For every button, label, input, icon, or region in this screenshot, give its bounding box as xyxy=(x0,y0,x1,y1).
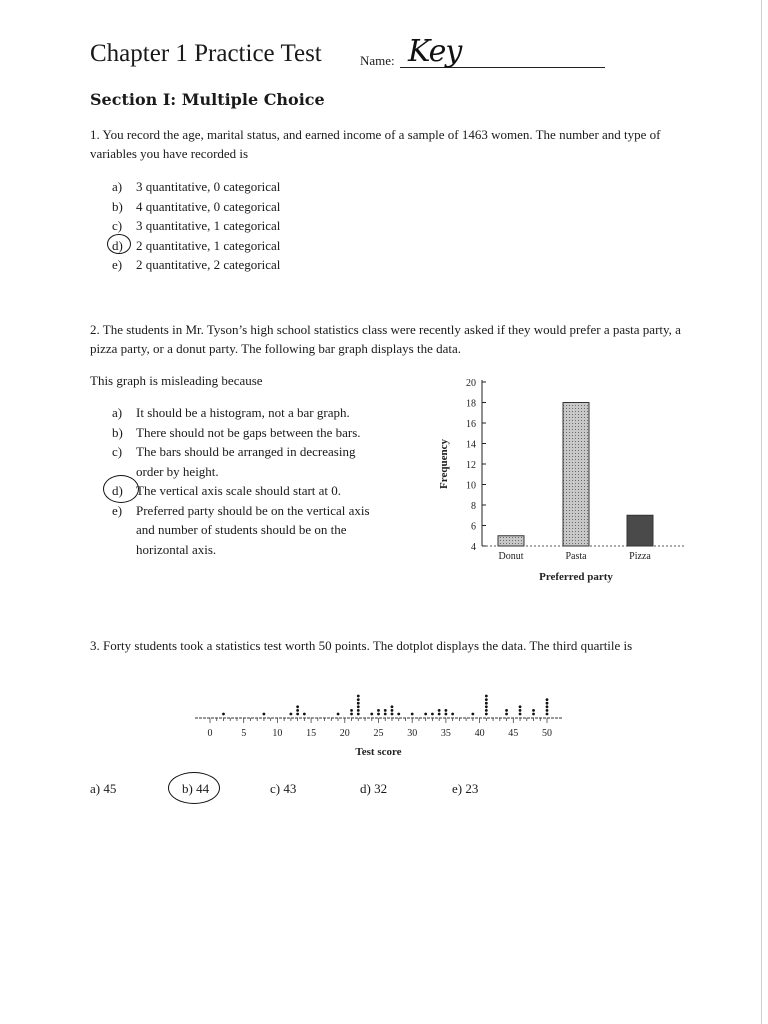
dot-point xyxy=(485,713,488,716)
dot-point xyxy=(485,709,488,712)
bar-category-label: Donut xyxy=(498,551,524,562)
bar-y-tick-label: 4 xyxy=(471,542,476,553)
dot-point xyxy=(519,705,522,708)
dot-point xyxy=(391,709,394,712)
dot-point xyxy=(357,709,360,712)
q2-answer-circle-mark xyxy=(103,475,139,503)
dot-point xyxy=(505,709,508,712)
choice-text: 2 quantitative, 1 categorical xyxy=(136,237,281,253)
q3-answer-circle-mark xyxy=(168,772,220,804)
dot-tick-label: 40 xyxy=(474,728,485,739)
bar-pizza xyxy=(627,515,653,546)
dot-point xyxy=(519,709,522,712)
dot-point xyxy=(519,713,522,716)
dot-point xyxy=(438,709,441,712)
dot-point xyxy=(424,713,427,716)
choice-text: Preferred party should be on the vertical axis and number of students should be on the horizontal axis. xyxy=(136,502,370,557)
choice-text: 4 quantitative, 0 categorical xyxy=(136,198,281,214)
bar-donut xyxy=(498,536,524,546)
dot-point xyxy=(391,713,394,716)
dot-point xyxy=(337,713,340,716)
dot-point xyxy=(397,713,400,716)
dot-point xyxy=(411,713,414,716)
dot-x-axis-label: Test score xyxy=(355,746,402,758)
dot-point xyxy=(485,705,488,708)
dot-point xyxy=(532,709,535,712)
bar-y-axis-label: Frequency xyxy=(438,439,450,489)
dot-tick-label: 10 xyxy=(272,728,283,739)
q3-option-e[interactable]: e) 23 xyxy=(452,781,479,796)
q3-option-d[interactable]: d) 32 xyxy=(360,781,388,796)
dot-point xyxy=(350,713,353,716)
dot-tick-label: 25 xyxy=(373,728,384,739)
dot-point xyxy=(296,705,299,708)
dot-point xyxy=(357,713,360,716)
bar-y-tick-label: 20 xyxy=(466,378,476,389)
q1-answer-circle-mark xyxy=(107,234,131,254)
name-label: Name: xyxy=(360,53,395,68)
choice-text: There should not be gaps between the bars. xyxy=(136,424,361,440)
q1-choice-b[interactable] xyxy=(112,197,280,217)
dot-tick-label: 35 xyxy=(440,728,451,739)
choice-text: 3 quantitative, 1 categorical xyxy=(136,218,281,233)
dot-point xyxy=(350,709,353,712)
dot-point xyxy=(532,713,535,716)
q2-choice-c[interactable] xyxy=(112,442,386,481)
bar-y-tick-label: 18 xyxy=(466,398,476,410)
bar-y-tick-label: 14 xyxy=(466,439,476,451)
dot-point xyxy=(546,709,549,712)
choice-letter: d) xyxy=(112,237,123,253)
q3-option-c[interactable]: c) 43 xyxy=(270,781,297,796)
dot-point xyxy=(471,713,474,716)
q2-choice-d[interactable] xyxy=(112,481,386,501)
q3-option-a[interactable]: a) 45 xyxy=(90,781,117,796)
question-2-text: 2. The students in Mr. Tyson’s high school statistics class were recently asked if they would prefer a pasta party, a pizza party, or a donut party. The following bar graph displays the data. xyxy=(90,322,681,356)
header xyxy=(90,34,610,80)
q2-choice-e[interactable] xyxy=(112,501,386,560)
dot-point xyxy=(445,709,448,712)
dot-plot xyxy=(190,688,575,760)
dot-point xyxy=(377,713,380,716)
bar-y-tick-label: 12 xyxy=(466,460,476,471)
choice-letter: a) xyxy=(112,179,123,194)
dot-point xyxy=(377,709,380,712)
q1-choice-e[interactable] xyxy=(112,255,280,275)
choice-letter: e) xyxy=(112,502,123,518)
dot-point xyxy=(303,713,306,716)
dot-point xyxy=(384,709,387,712)
dot-point xyxy=(546,702,549,705)
bar-x-axis-label: Preferred party xyxy=(539,571,613,583)
dot-tick-label: 30 xyxy=(407,728,418,739)
question-2-choices xyxy=(112,403,386,559)
q3-option-b[interactable]: b) 44 xyxy=(182,781,210,796)
dot-point xyxy=(431,713,434,716)
bar-chart xyxy=(425,372,690,592)
choice-text: The vertical axis scale should start at 0. xyxy=(136,483,342,498)
dot-point xyxy=(485,698,488,701)
dot-tick-label: 45 xyxy=(508,728,519,739)
name-value: Key xyxy=(408,34,462,69)
dot-point xyxy=(357,698,360,701)
q2-choice-a[interactable] xyxy=(112,403,386,423)
q1-choice-a[interactable] xyxy=(112,177,280,197)
dot-point xyxy=(357,705,360,708)
bar-y-tick-label: 8 xyxy=(471,501,476,512)
choice-text: 2 quantitative, 2 categorical xyxy=(136,257,281,272)
bar-category-label: Pizza xyxy=(629,551,651,562)
q1-choice-c[interactable] xyxy=(112,216,280,236)
choice-text: It should be a histogram, not a bar graph. xyxy=(136,405,350,420)
dot-point xyxy=(546,713,549,716)
dot-point xyxy=(438,713,441,716)
choice-letter: a) xyxy=(112,405,123,420)
dot-tick-label: 15 xyxy=(306,728,317,739)
dot-point xyxy=(357,702,360,705)
question-1-choices xyxy=(112,177,280,275)
bar-pasta xyxy=(563,403,589,547)
choice-letter: d) xyxy=(112,483,123,498)
dot-point xyxy=(384,713,387,716)
dot-point xyxy=(451,713,454,716)
choice-letter: b) xyxy=(112,198,123,214)
bar-y-tick-label: 16 xyxy=(466,419,476,430)
choice-text: 3 quantitative, 0 categorical xyxy=(136,179,281,194)
dot-point xyxy=(445,713,448,716)
dot-point xyxy=(546,698,549,701)
choice-letter: c) xyxy=(112,218,123,233)
bar-y-tick-label: 6 xyxy=(471,521,476,533)
dot-point xyxy=(485,695,488,698)
dot-tick-label: 20 xyxy=(339,728,350,739)
dot-point xyxy=(546,705,549,708)
q2-choice-b[interactable] xyxy=(112,423,386,443)
dot-point xyxy=(222,713,225,716)
dot-tick-label: 50 xyxy=(542,728,552,739)
dot-point xyxy=(289,713,292,716)
dot-point xyxy=(263,713,266,716)
choice-letter: e) xyxy=(112,257,123,272)
bar-y-tick-label: 10 xyxy=(466,480,476,492)
dot-tick-label: 5 xyxy=(241,728,247,739)
question-1-text: 1. You record the age, marital status, and earned income of a sample of 1463 women. The number and type of variables you have recorded is xyxy=(90,127,661,161)
choice-text: The bars should be arranged in decreasing order by height. xyxy=(136,444,356,479)
bar-category-label: Pasta xyxy=(565,551,587,562)
dot-tick-label: 0 xyxy=(207,728,213,739)
dot-point xyxy=(391,705,394,708)
page-title: Chapter 1 Practice Test xyxy=(90,40,322,67)
dot-point xyxy=(357,695,360,698)
section-heading: Section I: Multiple Choice xyxy=(90,90,325,109)
dot-point xyxy=(296,709,299,712)
dot-point xyxy=(505,713,508,716)
choice-letter: b) xyxy=(112,424,123,440)
page-edge xyxy=(761,0,762,1024)
question-3-text: 3. Forty students took a statistics test worth 50 points. The dotplot displays the data. The third quartile is xyxy=(90,638,633,653)
dot-point xyxy=(370,713,373,716)
dot-point xyxy=(296,713,299,716)
dot-point xyxy=(485,702,488,705)
q1-choice-d[interactable] xyxy=(112,236,280,256)
choice-letter: c) xyxy=(112,444,123,459)
question-2-prompt: This graph is misleading because xyxy=(90,373,263,388)
